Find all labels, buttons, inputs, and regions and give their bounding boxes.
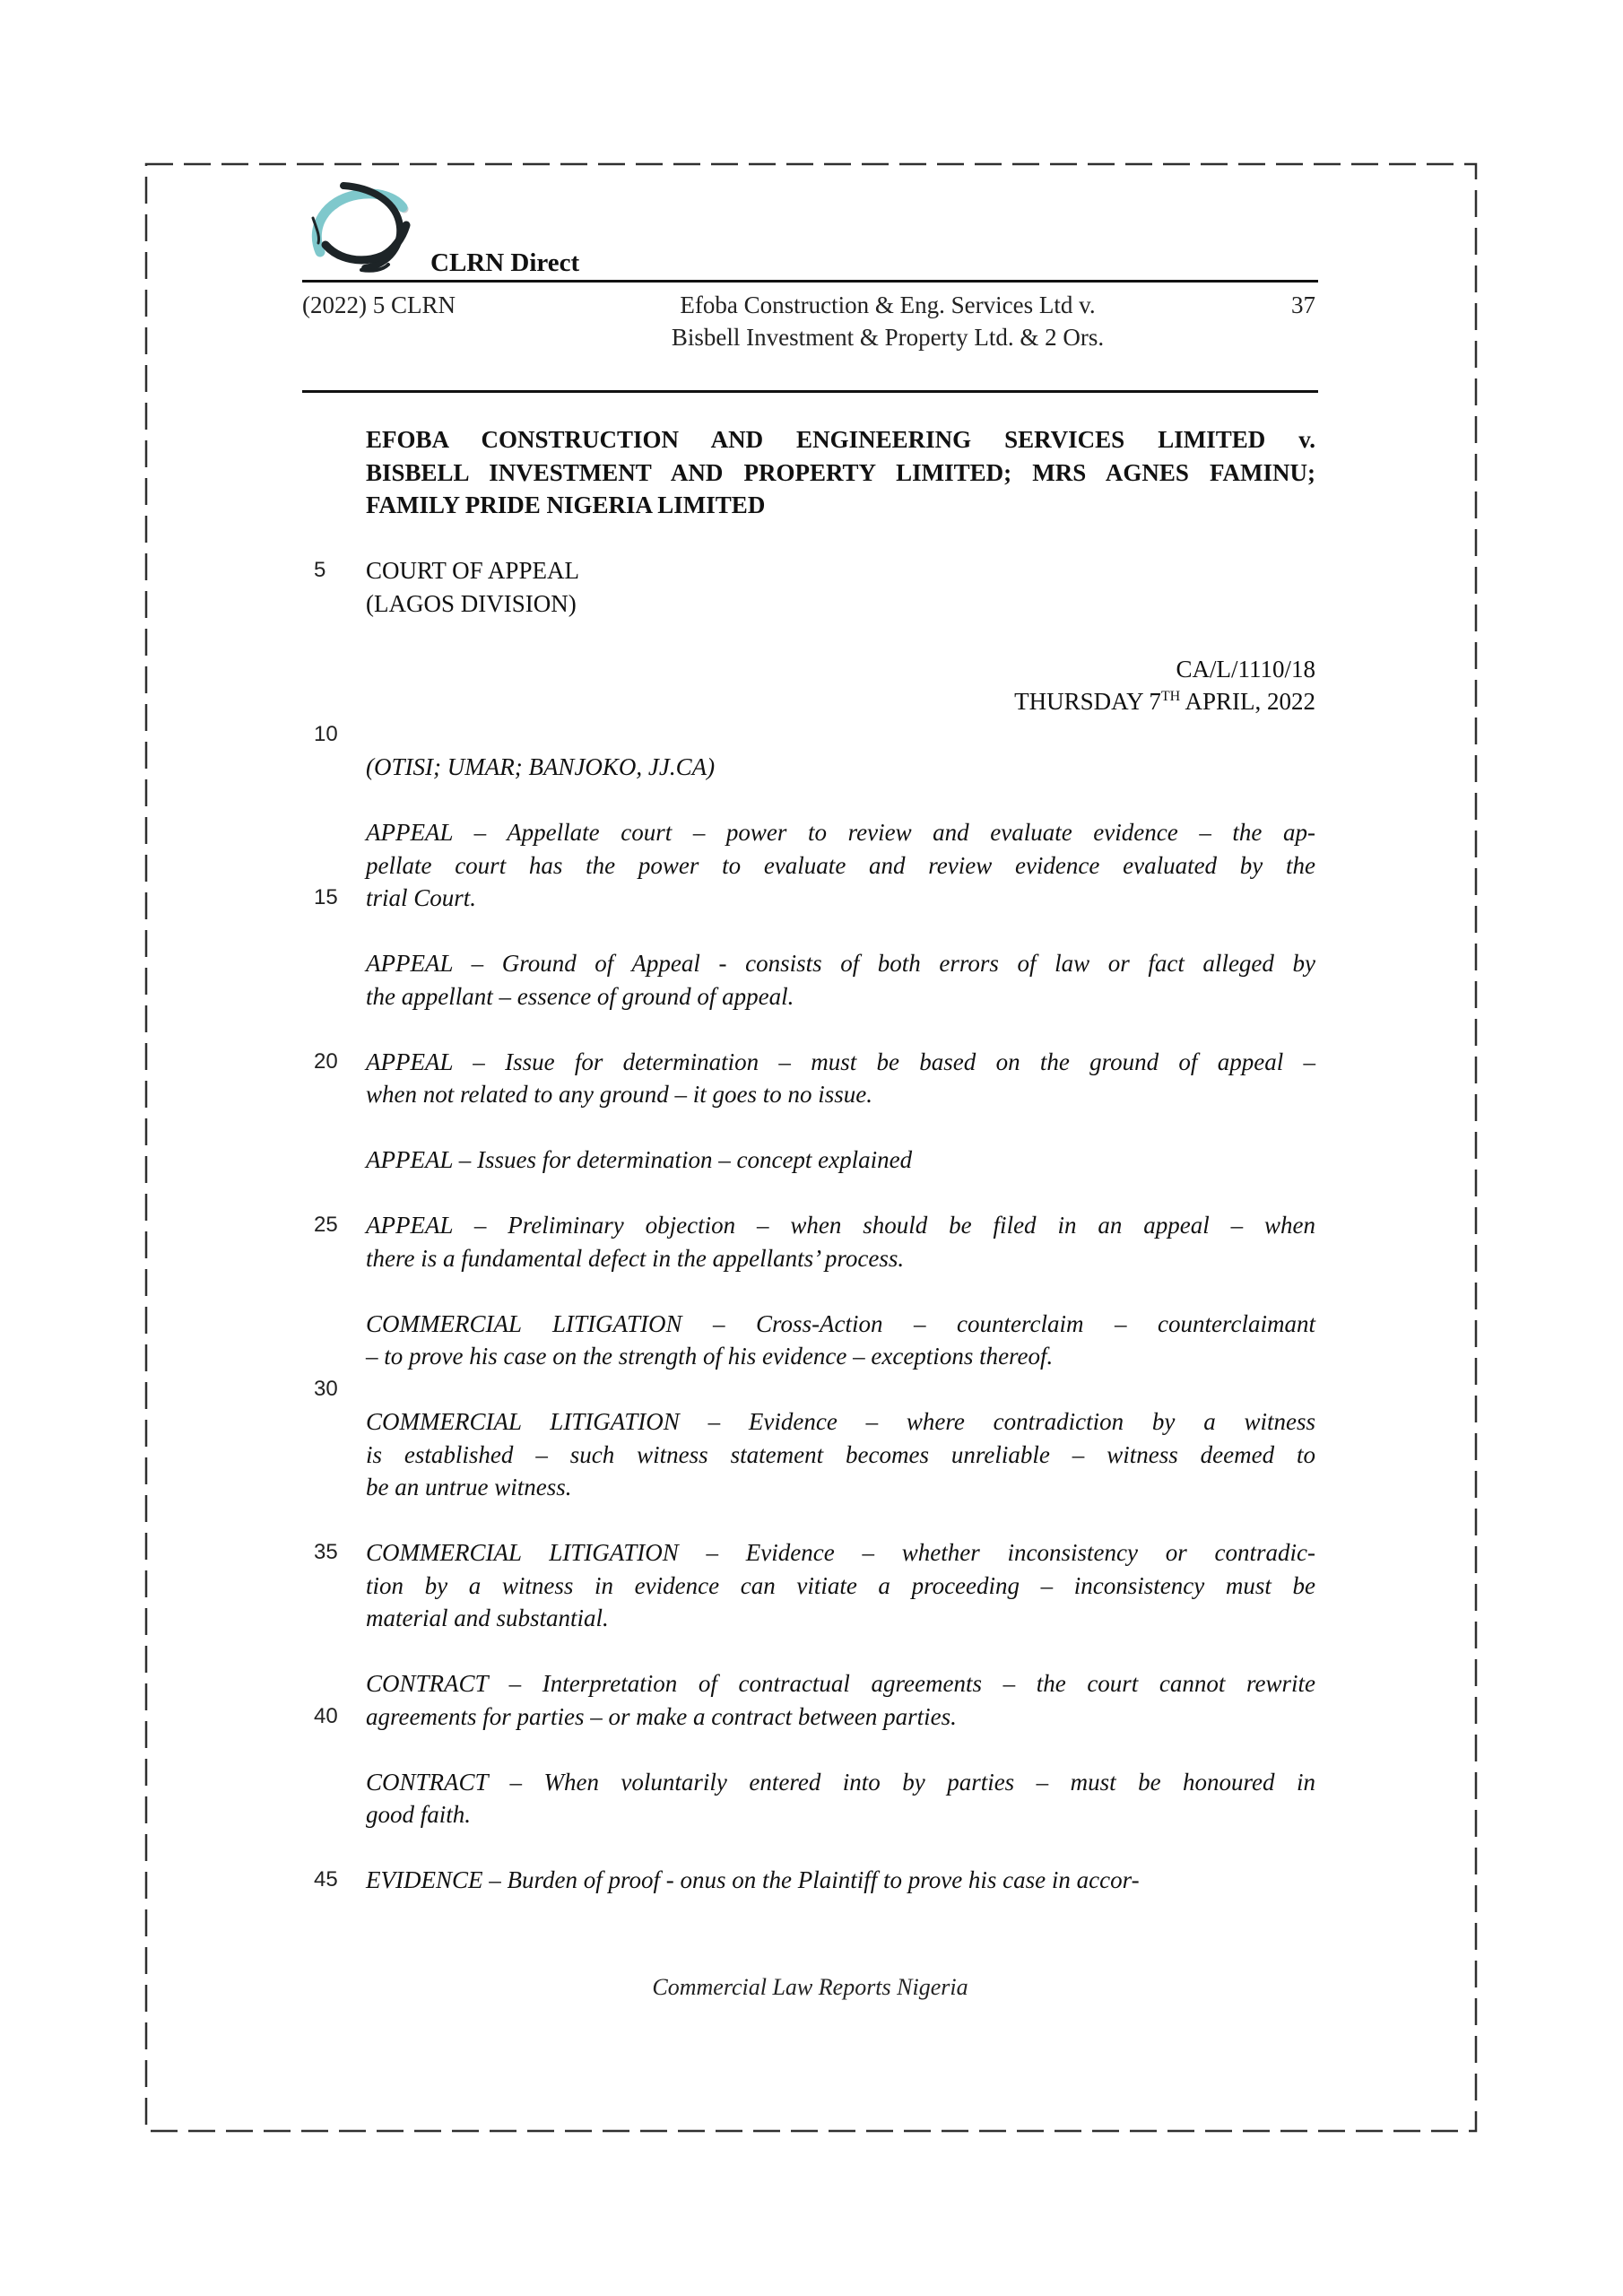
headnote-line: there is a fundamental defect in the appellants’ process. — [366, 1244, 905, 1272]
case-title-line: BISBELL INVESTMENT AND PROPERTY LIMITED; MRS AGNES FAMINU; — [366, 458, 1315, 486]
headnote-line: is established – such witness statement becomes unreliable – witness deemed to — [366, 1440, 1315, 1468]
page-footer: Commercial Law Reports Nigeria — [652, 1974, 968, 2000]
header-rule-bottom — [302, 390, 1318, 393]
headnote-line: tion by a witness in evidence can vitiate a proceeding – inconsistency must be — [366, 1571, 1315, 1599]
court-name: COURT OF APPEAL — [366, 557, 579, 584]
running-case-title-line2: Bisbell Investment & Property Ltd. & 2 Ors. — [671, 324, 1105, 351]
headnote-line: CONTRACT – When voluntarily entered into by parties – must be honoured in — [366, 1768, 1315, 1796]
headnote-line: CONTRACT – Interpretation of contractual agreements – the court cannot rewrite — [366, 1670, 1315, 1697]
judgment-date-ordinal: TH — [1160, 689, 1181, 704]
line-number: 35 — [314, 1540, 338, 1564]
page-number: 37 — [1291, 291, 1315, 318]
headnote-line: COMMERCIAL LITIGATION – Evidence – whether inconsistency or contradic- — [366, 1539, 1315, 1566]
headnote-line: APPEAL – Issues for determination – concept explained — [366, 1146, 913, 1173]
headnote-line: trial Court. — [366, 884, 477, 911]
clrn-logo-icon — [308, 182, 412, 277]
line-number: 10 — [314, 721, 338, 746]
headnote-line: APPEAL – Issue for determination – must be based on the ground of appeal – — [366, 1048, 1315, 1075]
report-citation: (2022) 5 CLRN — [302, 291, 456, 318]
headnote-line: EVIDENCE – Burden of proof - onus on the Plaintiff to prove his case in accor- — [366, 1866, 1140, 1893]
line-number: 25 — [314, 1213, 338, 1237]
headnote-line: APPEAL – Ground of Appeal - consists of both errors of law or fact alleged by — [366, 950, 1315, 977]
headnote-line: – to prove his case on the strength of his evidence – exceptions thereof. — [366, 1343, 1054, 1370]
line-number: 20 — [314, 1048, 338, 1074]
line-number: 30 — [314, 1376, 338, 1401]
justices-panel: (OTISI; UMAR; BANJOKO, JJ.CA) — [366, 753, 716, 780]
headnote-line: good faith. — [366, 1801, 472, 1828]
headnote-line: material and substantial. — [366, 1605, 609, 1631]
line-number: 5 — [314, 558, 326, 582]
headnote-line: agreements for parties – or make a contract between parties. — [366, 1702, 957, 1730]
judgment-date-prefix: THURSDAY 7 — [1014, 688, 1161, 715]
headnote-line: APPEAL – Appellate court – power to review and evaluate evidence – the ap- — [366, 819, 1315, 846]
headnote-line: pellate court has the power to evaluate and review evidence evaluated by the — [366, 851, 1315, 879]
headnote-line: COMMERCIAL LITIGATION – Cross-Action – counterclaim – counterclaimant — [366, 1309, 1315, 1337]
header-rule-top — [302, 280, 1318, 283]
case-title-line: EFOBA CONSTRUCTION AND ENGINEERING SERVICES LIMITED v. — [366, 426, 1315, 453]
judgment-date-suffix: APRIL, 2022 — [1180, 688, 1315, 715]
judgment-date — [366, 685, 1315, 718]
headnote-line: COMMERCIAL LITIGATION – Evidence – where contradiction by a witness — [366, 1408, 1315, 1435]
headnote-line: the appellant – essence of ground of appeal. — [366, 982, 794, 1010]
headnote-line: be an untrue witness. — [366, 1474, 572, 1500]
brand-name: CLRN Direct — [430, 248, 580, 277]
running-case-title — [574, 289, 1202, 353]
line-number: 45 — [314, 1867, 338, 1892]
headnote-line: APPEAL – Preliminary objection – when should be filed in an appeal – when — [366, 1212, 1315, 1239]
line-number: 15 — [314, 885, 338, 909]
case-number: CA/L/1110/18 — [1176, 655, 1315, 683]
line-number: 40 — [314, 1703, 338, 1728]
case-title-line: FAMILY PRIDE NIGERIA LIMITED — [366, 491, 766, 518]
running-case-title-line1: Efoba Construction & Eng. Services Ltd v. — [680, 291, 1096, 318]
court-division: (LAGOS DIVISION) — [366, 589, 577, 617]
headnote-line: when not related to any ground – it goes to no issue. — [366, 1081, 872, 1108]
